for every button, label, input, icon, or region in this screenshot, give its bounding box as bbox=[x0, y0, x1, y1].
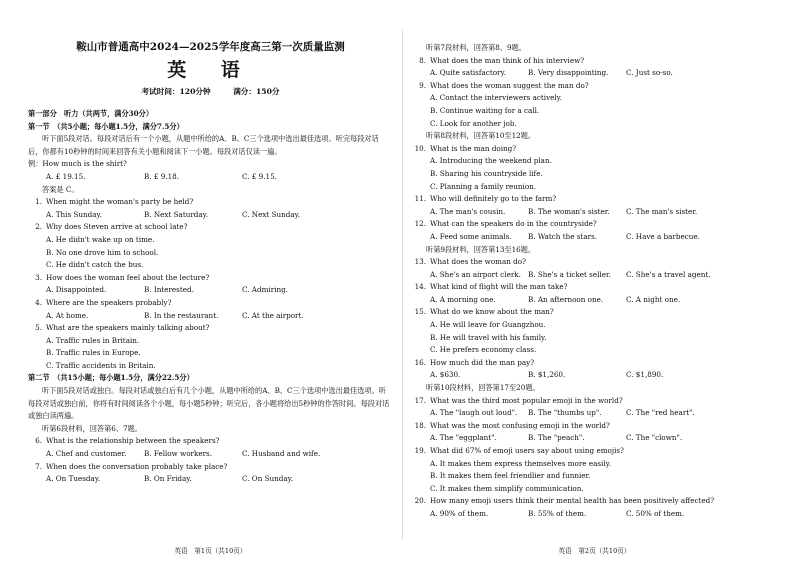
question-stem bbox=[412, 357, 777, 370]
question-item bbox=[412, 357, 777, 382]
question-stem bbox=[412, 445, 777, 458]
answer-option: C. Look for another job. bbox=[430, 118, 517, 128]
exam-score: 满分：150分 bbox=[233, 87, 280, 96]
material-6-note: 听第6段材料，回答第6、7题。 bbox=[42, 423, 142, 433]
question-stem bbox=[28, 322, 393, 335]
answer-option: C. A night one. bbox=[626, 294, 681, 304]
answer-option: B. An afternoon one. bbox=[528, 294, 604, 304]
question-item bbox=[412, 395, 777, 420]
question-text: How does the woman feel about the lecture? bbox=[46, 272, 210, 282]
example-stem: 例：How much is the shirt? bbox=[28, 159, 127, 169]
question-text: When does the conversation probably take place? bbox=[46, 461, 228, 471]
question-stem bbox=[412, 143, 777, 156]
answer-option: A. Traffic rules in Britain. bbox=[46, 335, 140, 345]
question-item bbox=[28, 461, 393, 486]
page-footer-1: 英语 第1页（共10页） bbox=[174, 547, 247, 555]
question-item bbox=[28, 297, 393, 322]
answer-option: B. 55% of them. bbox=[528, 508, 587, 518]
question-list-8-9 bbox=[412, 55, 777, 131]
question-text: How much did the man pay? bbox=[430, 357, 535, 367]
answer-option: B. Fellow workers. bbox=[144, 449, 212, 459]
answer-option: A. A morning one. bbox=[430, 294, 496, 304]
question-number: 16. bbox=[414, 357, 426, 367]
question-stem bbox=[28, 461, 393, 474]
question-item bbox=[28, 322, 393, 372]
question-item bbox=[412, 495, 777, 520]
question-item bbox=[412, 193, 777, 218]
question-number: 19. bbox=[414, 446, 426, 455]
answer-option: B. Interested. bbox=[144, 285, 194, 295]
question-text: What can the speakers do in the countryside? bbox=[430, 219, 597, 229]
answer-option: A. He will leave for Guangzhou. bbox=[430, 320, 546, 330]
answer-option: C. He didn't catch the bus. bbox=[46, 260, 144, 270]
option-row bbox=[412, 369, 777, 382]
option-row bbox=[28, 310, 393, 323]
answer-option: B. The "thumbs up". bbox=[528, 408, 602, 418]
material-8-note: 听第8段材料，回答第10至12题。 bbox=[426, 131, 536, 141]
question-text: What does the man think of his interview? bbox=[430, 55, 585, 65]
question-number: 17. bbox=[414, 395, 426, 405]
question-number: 7. bbox=[35, 461, 42, 471]
question-text: How many emoji users think their mental health has been positively affected? bbox=[430, 496, 715, 506]
answer-option: B. He will travel with his family. bbox=[430, 332, 547, 342]
question-text: Where are the speakers probably? bbox=[46, 297, 172, 307]
question-number: 20. bbox=[414, 496, 426, 506]
answer-option: C. The man's sister. bbox=[626, 206, 698, 216]
answer-option: C. Next Sunday. bbox=[242, 209, 301, 219]
answer-option: B. Continue waiting for a call. bbox=[430, 105, 540, 115]
answer-option: B. Sharing his countryside life. bbox=[430, 168, 543, 178]
question-stem bbox=[412, 80, 777, 93]
answer-option: C. She's a travel agent. bbox=[626, 269, 711, 279]
example-options bbox=[28, 171, 393, 184]
question-stem bbox=[28, 221, 393, 234]
question-stem bbox=[412, 306, 777, 319]
question-number: 12. bbox=[414, 219, 426, 229]
section2-heading: 第二节 （共15小题；每小题1.5分，满分22.5分） bbox=[28, 373, 194, 383]
question-text: What do we know about the man? bbox=[430, 307, 554, 317]
answer-option: C. At the airport. bbox=[242, 310, 304, 320]
question-number: 5. bbox=[35, 323, 42, 333]
answer-option: C. Traffic accidents in Britain. bbox=[46, 360, 156, 370]
answer-option: A. He didn't wake up on time. bbox=[46, 234, 155, 244]
exam-time: 考试时间：120分钟 bbox=[141, 87, 211, 96]
exam-title: 鞍山市普通高中2024—2025学年度高三第一次质量监测 bbox=[76, 41, 345, 53]
question-stem bbox=[412, 55, 777, 68]
option-row bbox=[412, 294, 777, 307]
answer-option: A. Feed some animals. bbox=[430, 231, 512, 241]
question-number: 1. bbox=[35, 197, 42, 207]
question-text: What does the woman do? bbox=[430, 257, 526, 267]
question-item bbox=[412, 143, 777, 193]
option-row bbox=[28, 284, 393, 297]
question-item bbox=[412, 256, 777, 281]
page-footer-2: 英语 第2页（共10页） bbox=[558, 547, 631, 555]
question-number: 11. bbox=[414, 194, 426, 204]
subject-title: 英 语 bbox=[167, 59, 254, 81]
section2-instructions: 听下面5段对话或独白。每段对话或独白后有几个小题，从题中所给的A、B、C三个选项中选出最佳选项。听每段对话或独白前，你将有时间阅读各个小题，每小题5秒钟；听完后，各小题将给出5秒钟的作答时间。每段对话或独白读两遍。 bbox=[28, 386, 390, 421]
question-text: What was the third most popular emoji in the world? bbox=[430, 395, 623, 405]
question-item bbox=[28, 196, 393, 221]
question-text: What was the most confusing emoji in the world? bbox=[430, 420, 610, 430]
question-stem bbox=[28, 297, 393, 310]
answer-option: C. He prefers economy class. bbox=[430, 345, 537, 355]
answer-option: C. The "red heart". bbox=[626, 408, 695, 418]
answer-option: C. Have a barbecue. bbox=[626, 231, 700, 241]
question-item bbox=[412, 445, 777, 495]
answer-option: A. Disappointed. bbox=[46, 285, 107, 295]
question-list-6-7 bbox=[28, 435, 393, 485]
question-item bbox=[412, 306, 777, 356]
answer-option: A. 90% of them. bbox=[430, 508, 489, 518]
answer-option: B. Very disappointing. bbox=[528, 68, 609, 78]
answer-option: C. Husband and wife. bbox=[242, 449, 321, 459]
answer-option: A. She's an airport clerk. bbox=[430, 269, 521, 279]
question-item bbox=[412, 55, 777, 80]
answer-option: B. The woman's sister. bbox=[528, 206, 610, 216]
section1-heading: 第一节 （共5小题；每小题1.5分，满分7.5分） bbox=[28, 121, 184, 131]
question-number: 13. bbox=[414, 257, 426, 267]
answer-option: B. On Friday. bbox=[144, 474, 192, 484]
question-text: When might the woman's party be held? bbox=[46, 197, 194, 207]
question-stem bbox=[412, 281, 777, 294]
option-row bbox=[28, 448, 393, 461]
option-row bbox=[412, 432, 777, 445]
question-item bbox=[412, 420, 777, 445]
answer-option: C. Admiring. bbox=[242, 285, 288, 295]
question-number: 6. bbox=[35, 436, 42, 446]
material-9-note: 听第9段材料，回答第13至16题。 bbox=[426, 244, 536, 254]
answer-option: C. It makes them simplify communication. bbox=[430, 483, 584, 493]
part1-heading: 第一部分 听力（共两节，满分30分） bbox=[28, 109, 154, 118]
answer-option: A. The "eggplant". bbox=[430, 433, 497, 443]
example-option-c: C. £ 9.15. bbox=[242, 171, 277, 181]
example-option-b: B. £ 9.18. bbox=[144, 171, 179, 181]
answer-option: C. On Sunday. bbox=[242, 474, 294, 484]
question-number: 4. bbox=[35, 297, 42, 307]
answer-option: A. The man's cousin. bbox=[430, 206, 506, 216]
question-number: 9. bbox=[419, 80, 426, 90]
answer-option: C. 50% of them. bbox=[626, 508, 685, 518]
option-row bbox=[412, 269, 777, 282]
question-text: What kind of flight will the man take? bbox=[430, 282, 568, 292]
answer-option: A. $630. bbox=[430, 370, 461, 380]
question-number: 3. bbox=[35, 272, 42, 282]
answer-option: B. In the restaurant. bbox=[144, 310, 219, 320]
option-row bbox=[412, 508, 777, 521]
answer-option: A. Chef and customer. bbox=[46, 449, 127, 459]
question-item bbox=[28, 272, 393, 297]
question-stem bbox=[412, 395, 777, 408]
question-item bbox=[412, 281, 777, 306]
answer-option: A. On Tuesday. bbox=[46, 474, 101, 484]
answer-option: B. Traffic rules in Europe. bbox=[46, 348, 141, 358]
question-item bbox=[28, 435, 393, 460]
answer-option: C. Planning a family reunion. bbox=[430, 181, 537, 191]
option-row bbox=[412, 231, 777, 244]
question-text: What is the man doing? bbox=[430, 143, 517, 153]
material-7-note: 听第7段材料，回答第8、9题。 bbox=[426, 43, 526, 52]
question-number: 18. bbox=[414, 420, 426, 430]
question-number: 15. bbox=[414, 307, 426, 317]
left-column bbox=[28, 0, 393, 561]
answer-option: B. It makes them feel friendlier and funnier. bbox=[430, 471, 591, 481]
option-row bbox=[412, 67, 777, 80]
answer-option: A. Introducing the weekend plan. bbox=[430, 156, 552, 166]
question-stem bbox=[28, 272, 393, 285]
question-item bbox=[412, 218, 777, 243]
question-stem bbox=[28, 435, 393, 448]
option-row bbox=[28, 209, 393, 222]
question-list-1-5 bbox=[28, 196, 393, 372]
question-list-13-16 bbox=[412, 256, 777, 382]
answer-option: B. Watch the stars. bbox=[528, 231, 598, 241]
answer-option: B. She's a ticket seller. bbox=[528, 269, 611, 279]
question-number: 10. bbox=[414, 143, 426, 153]
question-number: 8. bbox=[419, 55, 426, 65]
question-item bbox=[28, 221, 393, 271]
question-text: What did 67% of emoji users say about using emojis? bbox=[430, 446, 624, 455]
exam-meta bbox=[28, 86, 393, 98]
material-10-note: 听第10段材料，回答第17至20题。 bbox=[426, 383, 540, 393]
answer-option: A. At home. bbox=[46, 310, 89, 320]
option-row bbox=[412, 407, 777, 420]
question-text: What is the relationship between the speakers? bbox=[46, 436, 220, 446]
column-divider bbox=[402, 30, 403, 540]
answer-option: B. Next Saturday. bbox=[144, 209, 209, 219]
question-text: Why does Steven arrive at school late? bbox=[46, 222, 188, 232]
answer-option: C. Just so-so. bbox=[626, 68, 673, 78]
question-stem bbox=[412, 218, 777, 231]
answer-option: A. The "laugh out loud". bbox=[430, 408, 518, 418]
answer-option: B. The "peach". bbox=[528, 433, 585, 443]
question-text: Who will definitely go to the farm? bbox=[430, 194, 557, 204]
question-text: What does the woman suggest the man do? bbox=[430, 80, 589, 90]
question-stem bbox=[412, 420, 777, 433]
question-number: 2. bbox=[35, 222, 42, 232]
answer-option: A. Quite satisfactory. bbox=[430, 68, 506, 78]
right-column bbox=[412, 0, 777, 561]
answer-option: A. It makes them express themselves more easily. bbox=[430, 458, 612, 468]
question-list-10-12 bbox=[412, 143, 777, 244]
question-stem bbox=[28, 196, 393, 209]
answer-option: B. $1,260. bbox=[528, 370, 566, 380]
question-number: 14. bbox=[414, 282, 426, 292]
option-row bbox=[412, 206, 777, 219]
example-option-a: A. £ 19.15. bbox=[46, 171, 86, 181]
answer-option: A. This Sunday. bbox=[46, 209, 102, 219]
question-stem bbox=[412, 256, 777, 269]
question-list-17-20 bbox=[412, 395, 777, 521]
answer-option: C. $1,890. bbox=[626, 370, 664, 380]
answer-option: A. Contact the interviewers actively. bbox=[430, 93, 563, 103]
option-row bbox=[28, 473, 393, 486]
question-text: What are the speakers mainly talking about? bbox=[46, 323, 210, 333]
question-stem bbox=[412, 495, 777, 508]
question-stem bbox=[412, 193, 777, 206]
question-item bbox=[412, 80, 777, 130]
section1-instructions: 听下面5段对话。每段对话后有一个小题，从题中所给的A、B、C三个选项中选出最佳选项。听完每段对话后，你都有10秒钟的时间来回答有关小题和阅读下一小题。每段对话仅读一遍。 bbox=[28, 134, 379, 156]
example-answer: 答案是 C。 bbox=[42, 184, 79, 194]
answer-option: B. No one drove him to school. bbox=[46, 247, 159, 257]
answer-option: C. The "clown". bbox=[626, 433, 683, 443]
